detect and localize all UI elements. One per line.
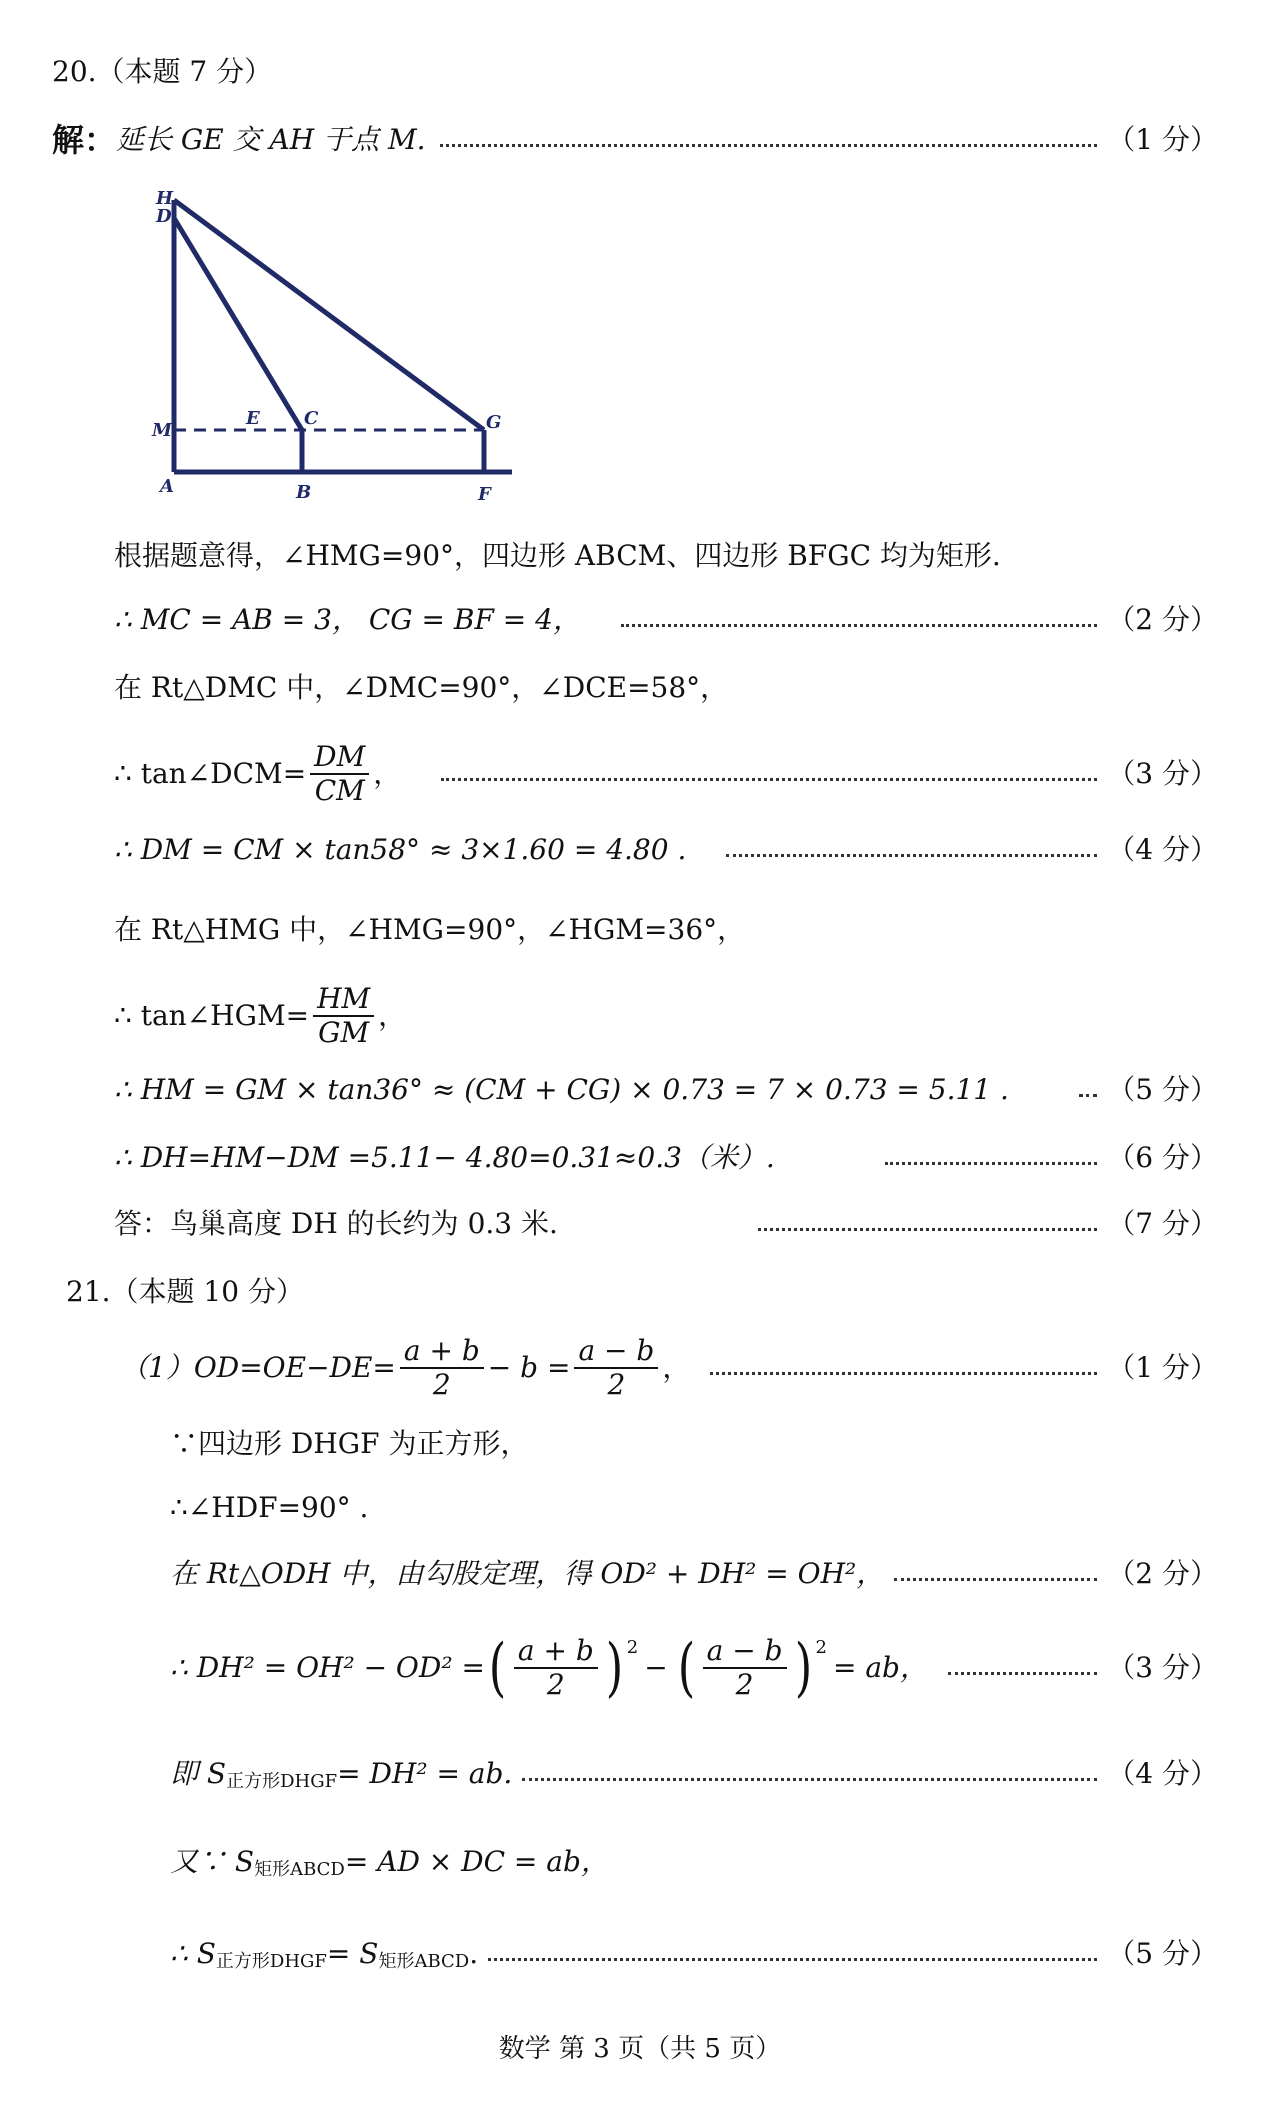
label-c: C [304, 408, 319, 429]
score-label: （5 分） [1107, 1937, 1218, 1970]
q20-line10: ∴ DH=HM−DM =5.11− 4.80=0.31≈0.3（米）. （6 分） [0, 1138, 1280, 1178]
q21-p8: ∴ S $_{正方形DHGF}$ = S $_{矩形ABCD}$ . （5 分） [0, 1926, 1280, 1982]
label-f: F [478, 484, 491, 505]
leader-dots [621, 624, 1097, 627]
leader-dots [488, 1958, 1097, 1961]
fraction-hm-gm: $\frac{HM}{GM}$ [313, 983, 374, 1049]
score-label: （3 分） [1107, 1651, 1218, 1684]
leader-dots [894, 1578, 1097, 1581]
leader-dots [885, 1162, 1097, 1165]
q21-p3: ∴∠HDF=90° . [170, 1491, 369, 1524]
q20-line5: ∴ tan∠DCM= $\frac{DM}{CM}$ ， （3 分） [0, 736, 1280, 812]
score-label: （7 分） [1107, 1207, 1218, 1240]
fraction-dm-cm: $\frac{DM}{CM}$ [310, 741, 369, 807]
label-e: E [246, 408, 260, 429]
leader-dots [758, 1228, 1097, 1231]
label-d: D [156, 206, 172, 227]
score-label: （2 分） [1107, 603, 1218, 636]
fraction-a-plus-b-over-2: $\frac{a + b}{2}$ [400, 1335, 484, 1401]
q21-p2: ∵四边形 DHGF 为正方形， [170, 1427, 529, 1460]
q20-line4: 在 Rt△DMC 中，∠DMC=90°，∠DCE=58°， [114, 671, 729, 704]
q21-p5: ∴ DH² = OH² − OD² = ( $\frac{a + b}{2}$ ) $^2$ − ( $\frac{a - b}{2}$ ) $^2$ = ab， （3 分） [0, 1620, 1280, 1716]
label-h: H [156, 188, 174, 209]
score-label: （4 分） [1107, 833, 1218, 866]
leader-dots [440, 144, 1098, 147]
page-footer: 数学 第 3 页（共 5 页） [498, 2034, 782, 2064]
geometry-figure [150, 188, 540, 518]
fraction-a-minus-b-over-2: $\frac{a - b}{2}$ [703, 1635, 787, 1701]
label-a: A [160, 476, 174, 497]
q21-header: 21.（本题 10 分） [66, 1275, 304, 1308]
leader-dots [948, 1672, 1097, 1675]
leader-dots [726, 854, 1097, 857]
q20-line2: 根据题意得，∠HMG=90°，四边形 ABCM、四边形 BFGC 均为矩形. [114, 539, 1001, 572]
q21-p6: 即 S $_{正方形DHGF}$ = DH² = ab. （4 分） [0, 1746, 1280, 1802]
score-label: （3 分） [1107, 757, 1218, 790]
fraction-a-minus-b-over-2: $\frac{a - b}{2}$ [574, 1335, 658, 1401]
q20-line1-text: 延长 GE 交 AH 于点 M. [116, 123, 426, 156]
score-label: （1 分） [1107, 123, 1218, 156]
score-label: （1 分） [1107, 1351, 1218, 1384]
score-label: （6 分） [1107, 1141, 1218, 1174]
q21-p1: （1）OD=OE−DE= $\frac{a + b}{2}$ − b = $\frac{a - b}{2}$ ， （1 分） [0, 1328, 1280, 1408]
q20-header: 20.（本题 7 分） [52, 55, 273, 88]
q20-line6: ∴ DM = CM × tan58° ≈ 3×1.60 = 4.80 . （4 分） [0, 830, 1280, 870]
score-label: （2 分） [1107, 1557, 1218, 1590]
score-label: （5 分） [1107, 1073, 1218, 1106]
q21-p4: 在 Rt△ODH 中，由勾股定理，得 OD² + DH² = OH²， （2 分） [0, 1554, 1280, 1594]
leader-dots [710, 1372, 1097, 1375]
q20-line1 [0, 120, 1280, 160]
q20-line7: 在 Rt△HMG 中，∠HMG=90°，∠HGM=36°， [114, 913, 746, 946]
q20-line3: ∴ MC = AB = 3， CG = BF = 4， （2 分） [0, 600, 1280, 640]
fraction-a-plus-b-over-2: $\frac{a + b}{2}$ [514, 1635, 598, 1701]
leader-dots [441, 778, 1097, 781]
segment-hg [174, 200, 484, 430]
q20-line9: ∴ HM = GM × tan36° ≈ (CM + CG) × 0.73 = 7 × 0.73 = 5.11 . （5 分） [0, 1070, 1280, 1110]
q21-p7: 又∵ S $_{矩形ABCD}$ = AD × DC = ab， [170, 1845, 609, 1880]
label-g: G [486, 412, 502, 433]
solution-lead: 解： [52, 121, 117, 159]
score-label: （4 分） [1107, 1757, 1218, 1790]
q20-line8: ∴ tan∠HGM= $\frac{HM}{GM}$ ， [114, 982, 407, 1049]
label-m: M [152, 420, 172, 441]
leader-dots [522, 1778, 1097, 1781]
leader-dots [1079, 1094, 1097, 1097]
label-b: B [296, 482, 312, 503]
q20-answer: 答：鸟巢高度 DH 的长约为 0.3 米. （7 分） [0, 1204, 1280, 1244]
